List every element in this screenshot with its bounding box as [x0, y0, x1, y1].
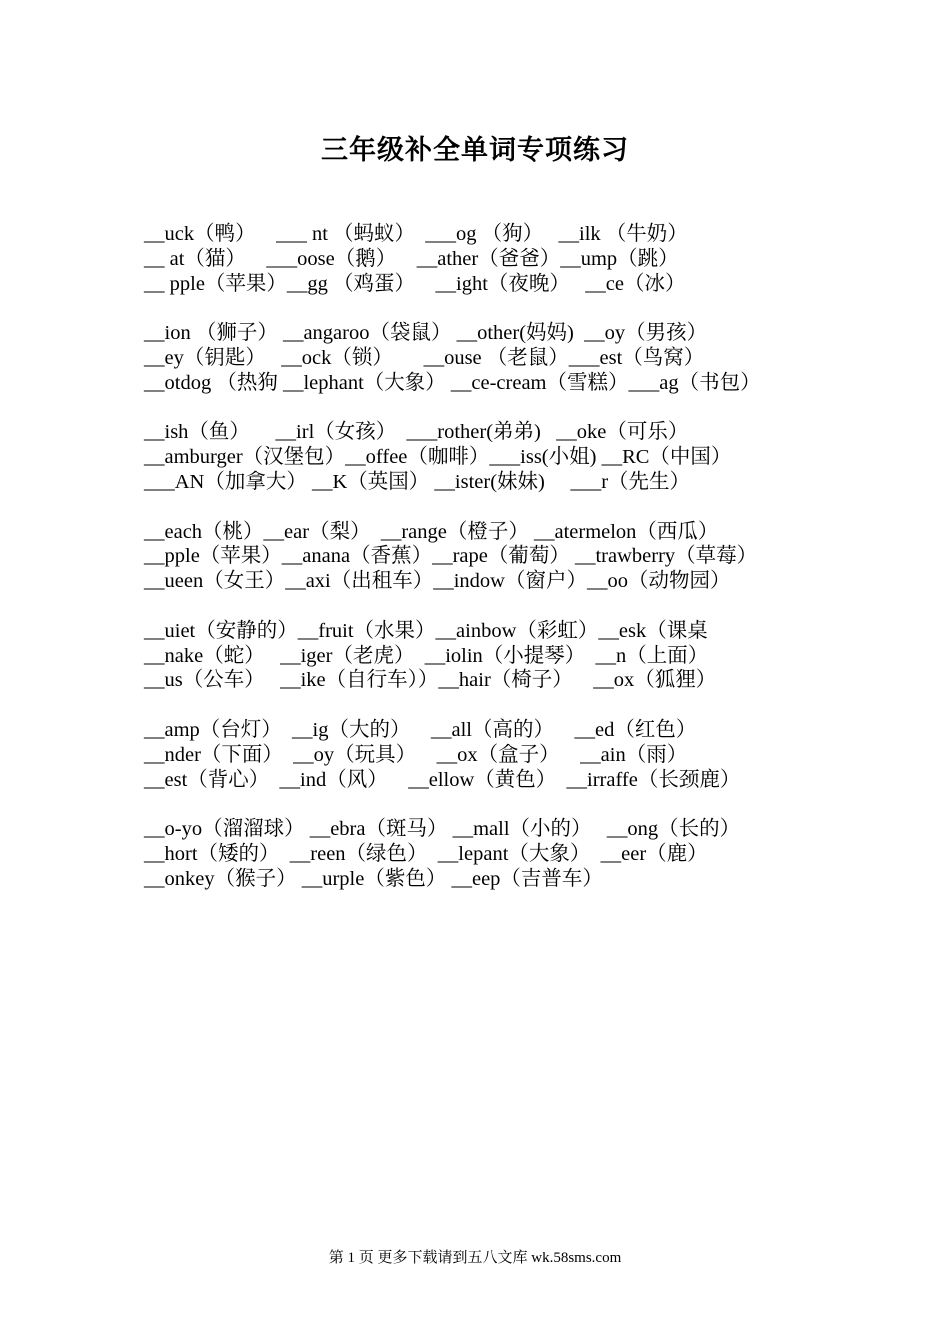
exercise-group-2: [144, 321, 809, 395]
exercise-line: __nder（下面） __oy（玩具） __ox（盒子） __ain（雨）: [144, 743, 688, 766]
page-footer: 第 1 页 更多下载请到五八文库 wk.58sms.com: [328, 1250, 622, 1266]
exercise-line: __hort（矮的） __reen（绿色） __lepant（大象） __eer（鹿）: [144, 842, 708, 865]
exercise-line: ___AN（加拿大） __K（英国） __ister(妹妹) ___r（先生）: [144, 470, 691, 493]
exercise-group-7: [144, 817, 809, 891]
exercise-line: __us（公车） __ike（自行车））__hair（椅子） __ox（狐狸）: [144, 669, 717, 692]
exercise-line: __ at（猫） ___oose（鹅） __ather（爸爸）__ump（跳）: [144, 247, 679, 270]
exercise-line: __each（桃）__ear（梨） __range（橙子） __atermelon（西瓜）: [144, 520, 719, 543]
exercise-group-5: [144, 619, 809, 693]
page-title: 三年级补全单词专项练习: [321, 135, 629, 165]
exercise-line: __est（背心） __ind（风） __ellow（黄色） __irraffe（长颈鹿）: [144, 768, 741, 791]
exercise-group-1: [144, 222, 809, 296]
exercise-line: __nake（蛇） __iger（老虎） __iolin（小提琴） __n（上面）: [144, 644, 709, 667]
exercise-line: __pple（苹果）__anana（香蕉）__rape（葡萄） __trawberry（草莓）: [144, 545, 758, 568]
exercise-group-6: [144, 718, 809, 792]
exercise-line: __amp（台灯） __ig（大的） __all（高的） __ed（红色）: [144, 718, 697, 741]
exercise-group-3: [144, 420, 809, 494]
exercise-line: __o-yo（溜溜球） __ebra（斑马） __mall（小的） __ong（长的）: [144, 818, 741, 841]
exercise-line: __ pple（苹果）__gg （鸡蛋） __ight（夜晚） __ce（冰）: [144, 272, 686, 295]
exercise-line: __ey（钥匙） __ock（锁） __ouse （老鼠）___est（鸟窝）: [144, 346, 705, 369]
exercise-line: __ish（鱼） __irl（女孩） ___rother(弟弟) __oke（可乐）: [144, 421, 689, 444]
exercise-line: __amburger（汉堡包）__offee（咖啡）___iss(小姐) __RC（中国）: [144, 446, 732, 469]
exercise-line: __onkey（猴子） __urple（紫色） __eep（吉普车）: [144, 867, 603, 890]
exercise-content: [144, 222, 809, 916]
exercise-group-4: [144, 520, 809, 594]
exercise-line: __ion （狮子） __angaroo（袋鼠） __other(妈妈) __oy（男孩）: [144, 322, 708, 345]
exercise-line: __uck（鸭） ___ nt （蚂蚁） ___og （狗） __ilk （牛奶）: [144, 223, 688, 245]
exercise-line: __uiet（安静的）__fruit（水果）__ainbow（彩虹）__esk（课桌: [144, 619, 708, 642]
exercise-line: __ueen（女王）__axi（出租车）__indow（窗户）__oo（动物园）: [144, 570, 731, 593]
exercise-line: __otdog （热狗 __lephant（大象） __ce-cream（雪糕）___ag（书包）: [144, 371, 761, 394]
